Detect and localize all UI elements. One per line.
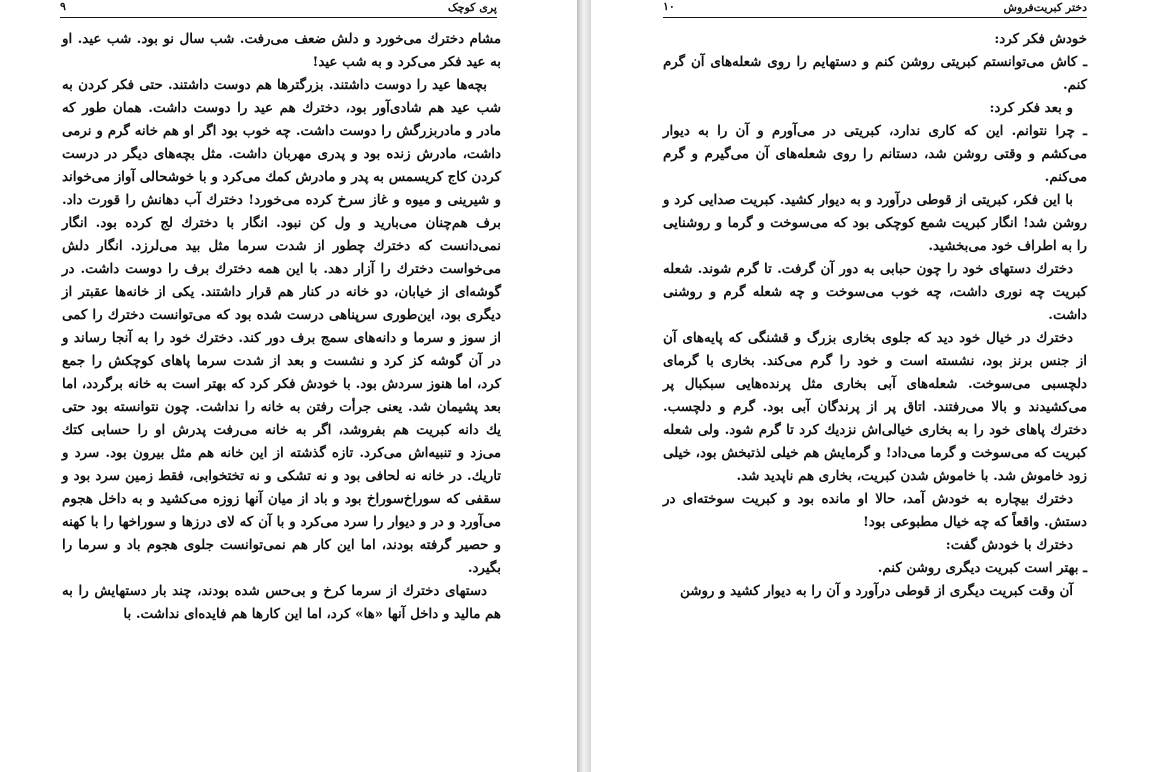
paragraph: با این فکر، کبریتی از قوطی درآورد و به دیوار کشید. کبریت صدایی کرد و روشن شد! انگار کبریت شمع کوچکی بود که می‌سوخت و گرما و روشنایی را به اطراف خود می‌بخشید. xyxy=(663,192,1087,254)
page-gutter xyxy=(578,0,591,772)
paragraph: دستهای دخترك از سرما کرخ و بی‌حس شده بودند، چند بار دستهایش را به هم مالید و داخل آنها «ها» کرد، اما این کارها هم فایده‌ای نداشت. با xyxy=(62,583,501,622)
left-page-number: ۹ xyxy=(60,0,66,13)
paragraph: خودش فکر کرد: xyxy=(994,31,1087,47)
left-page-running-title: پری کوچک xyxy=(447,1,497,14)
right-page-body xyxy=(663,28,1087,603)
left-page xyxy=(0,0,578,772)
paragraph: ـ بهتر است کبریت دیگری روشن کنم. xyxy=(877,560,1087,576)
paragraph: دخترك بیچاره به خودش آمد، حالا او مانده بود و کبریت سوخته‌ای در دستش. واقعاً که چه خیال مطبوعی بود! xyxy=(663,491,1087,530)
paragraph: بچه‌ها عید را دوست داشتند. بزرگترها هم دوست داشتند. حتی فکر کردن به شب عید هم شادی‌آور بود، دخترك هم عید را دوست داشت. همان طور که مادر و مادربزرگش را دوست داشت. چه خوب بود اگر او هم خانه گرم و نرمی داشت، مادرش زنده بود و پدری مهربان داشت. مثل بچه‌های دیگر در درست کردن کاج کریسمس به پدر و مادرش کمك می‌کرد و با خوشحالی آواز می‌خواند و شیرینی و میوه و غاز سرخ کرده می‌خورد! دخترك آب دهانش را قورت داد. برف هم‌چنان می‌بارید و ول کن نبود. انگار با دخترك لج کرده بود. انگار نمی‌دانست که دخترك چطور از شدت سرما مثل بید می‌لرزد. انگار دلش می‌خواست دخترك را آزار دهد. با این همه دخترك برف را دوست داشت. در گوشه‌ای از خیابان، دو خانه در کنار هم قرار داشتند. یکی از خانه‌ها عقبتر از دیگری بود، این‌طوری سرپناهی درست شده بود که می‌توانست دخترك را کمی از سوز و سرما و دانه‌های سمج برف دور کند. دخترك خود را به آنجا رساند و در آن گوشه کز کرد و نشست و بعد از شدت سرما پاهای کوچکش را جمع کرد، اما هنوز سردش بود. با خودش فکر کرد که بهتر است به خانه برگردد، اما بعد پشیمان شد. یعنی جرأت رفتن به خانه را نداشت. چون نتوانسته بود حتی یك دانه کبریت هم بفروشد، اگر به خانه می‌رفت پدرش او را حسابی کتك می‌زد و تنبیه‌اش می‌کرد. تازه گذشته از این خانه هم مثل بیرون بود. سرد و تاریك. در خانه نه لحافی بود و نه تشکی و نه تختخوابی، فقط زمین سرد بود و سقفی که سوراخ‌سوراخ بود و باد از میان آنها زوزه می‌کشید و به داخل هجوم می‌آورد و در و دیوار را سرد می‌کرد و با آن که لای درزها و سوراخها را با کهنه و حصیر گرفته بودند، اما این کار هم نمی‌توانست جلوی هجوم باد و سرما را بگیرد. xyxy=(62,77,501,576)
paragraph: دخترك با خودش گفت: xyxy=(945,537,1073,553)
paragraph: ـ چرا نتوانم. این که کاری ندارد، کبریتی در می‌آورم و آن را به دیوار می‌کشم و وقتی روشن شد، دستانم را روی شعله‌های آن می‌گیرم و گرم می‌کنم. xyxy=(663,123,1087,185)
right-page-running-title: دختر کبریت‌فروش xyxy=(1003,1,1087,14)
left-page-body xyxy=(62,28,501,626)
paragraph: دخترك در خیال خود دید که جلوی بخاری بزرگ و قشنگی که پایه‌های آن از جنس برنز بود، نشسته است و خود را گرم می‌کند. بخاری با گرمای دلچسبی می‌سوخت. شعله‌های آبی بخاری مثل پرنده‌هایی سبکبال پر می‌کشیدند و بالا می‌رفتند. اتاق پر از پرندگان آبی بود. گرم و دلچسب. دخترك پاهای خود را به بخاری خیالی‌اش نزدیك کرد تا گرم شود. ولی شعله کبریت که می‌سوخت و گرما می‌داد! و گرمایش هم خیلی لذتبخش بود، خیلی زود خاموش شد. با خاموش شدن کبریت، بخاری هم ناپدید شد. xyxy=(663,330,1087,484)
right-page-number: ۱۰ xyxy=(663,0,675,13)
right-page xyxy=(591,0,1165,772)
paragraph: آن وقت کبریت دیگری از قوطی درآورد و آن را به دیوار کشید و روشن xyxy=(680,583,1073,599)
paragraph: و بعد فکر کرد: xyxy=(989,100,1073,116)
paragraph: مشام دخترك می‌خورد و دلش ضعف می‌رفت. شب سال نو بود. شب عید. او به عید فکر می‌کرد و به شب عید! xyxy=(62,31,501,70)
paragraph: ـ کاش می‌توانستم کبریتی روشن کنم و دستهایم را روی شعله‌های آن گرم کنم. xyxy=(663,54,1087,93)
right-page-header xyxy=(663,0,1087,18)
paragraph: دخترك دستهای خود را چون حبابی به دور آن گرفت. تا گرم شوند. شعله کبریت چه نوری داشت، چه خوب می‌سوخت و چه شعله گرم و روشنی داشت. xyxy=(663,261,1087,323)
left-page-header xyxy=(60,0,497,18)
